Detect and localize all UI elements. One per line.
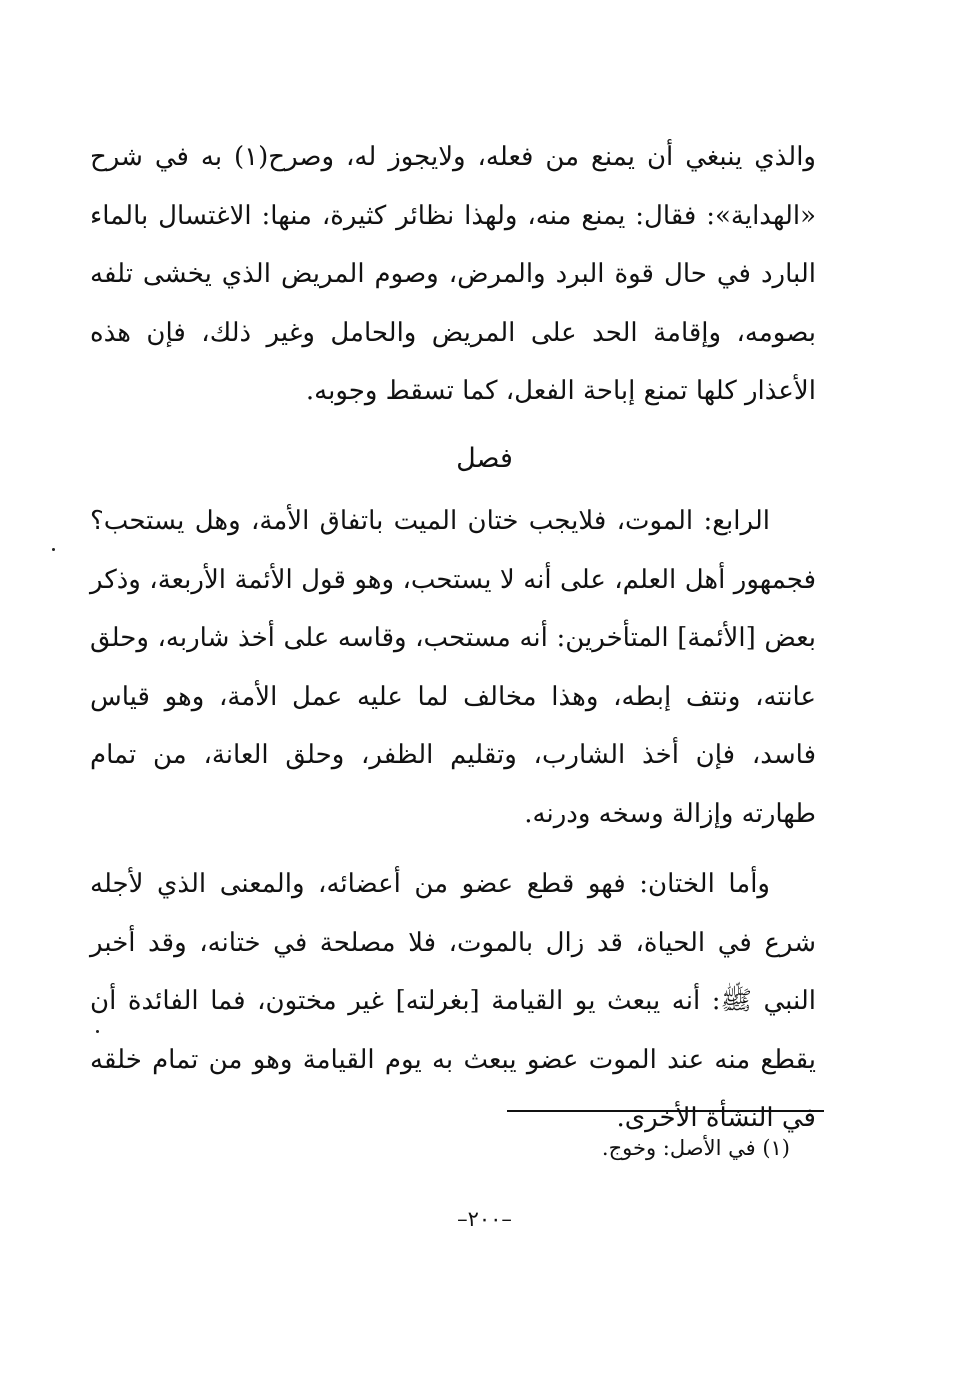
paragraph-2 — [90, 492, 816, 843]
scan-speck — [52, 548, 55, 551]
scan-speck — [96, 1030, 99, 1033]
footnote: (١) في الأصل: وخوج. — [601, 1136, 790, 1160]
paragraph-3 — [90, 855, 816, 1148]
footnote-separator — [507, 1110, 824, 1112]
paragraph-2-text: الرابع: الموت، فلايجب ختان الميت باتفاق الأمة، وهل يستحب؟ فجمهور أهل العلم، على أنه لا يستحب، وهو قول الأئمة الأربعة، وذكر بعض [الأئمة] المتأخرين: أنه مستحب، وقاسه على أخذ شاربه، وحلق عانته، ونتف إبطه، وهذا مخالف لما عليه عمل الأمة، وهو قياس فاسد، فإن أخذ الشارب، وتقليم الظفر، وحلق العانة، من تمام طهارته وإزالة وسخه ودرنه. — [90, 506, 816, 829]
section-heading: فصل — [456, 443, 513, 474]
paragraph-1: والذي ينبغي أن يمنع من فعله، ولايجوز له، وصرح(١) به في شرح «الهداية»: فقال: يمنع منه، ولهذا نظائر كثيرة، منها: الاغتسال بالماء البارد في حال قوة البرد والمرض، وصوم المريض الذي يخشى تلفه بصومه، وإقامة الحد على المريض والحامل وغير ذلك، فإن هذه الأعذار كلها تمنع إباحة الفعل، كما تسقط وجوبه. — [90, 142, 816, 406]
page-number: –٢٠٠– — [457, 1207, 512, 1231]
paragraph-3-text: وأما الختان: فهو قطع عضو من أعضائه، والمعنى الذي لأجله شرع في الحياة، قد زال بالموت، فلا مصلحة في ختانه، وقد أخبر النبي ﷺ: أنه يبعث يو القيامة [بغرلته] غير مختون، فما الفائدة أن يقطع منه عند الموت عضو يبعث به يوم القيامة وهو من تمام خلقه في النشأة الأخرى. — [90, 869, 816, 1133]
